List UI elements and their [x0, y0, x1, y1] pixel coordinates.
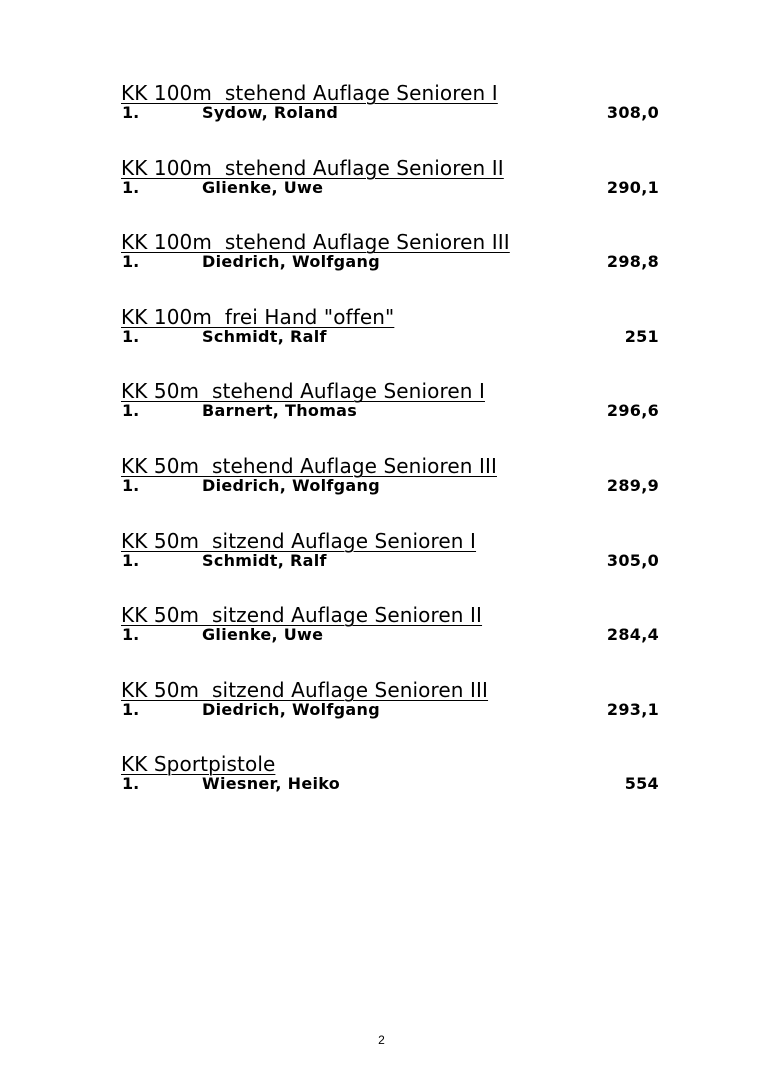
rank: 1. — [122, 103, 140, 122]
score: 305,0 — [606, 550, 659, 570]
result-row — [121, 774, 661, 797]
result-section — [121, 528, 661, 603]
rank: 1. — [122, 625, 140, 645]
rank: 1. — [122, 177, 140, 197]
rank: 1. — [122, 550, 140, 570]
result-section — [121, 80, 661, 155]
result-section — [121, 453, 661, 528]
shooter-name: Schmidt, Ralf — [202, 550, 327, 570]
result-row — [121, 401, 661, 424]
score: 554 — [624, 774, 659, 794]
result-row — [121, 625, 661, 648]
rank: 1. — [122, 699, 140, 719]
section-title: KK 100m frei Hand "offen" — [121, 304, 395, 329]
result-row — [121, 103, 661, 126]
shooter-name: Diedrich, Wolfgang — [202, 475, 380, 495]
score: 290,1 — [606, 177, 659, 197]
result-row — [121, 475, 661, 499]
result-section — [121, 155, 661, 230]
section-title: KK 50m stehend Auflage Senioren I — [121, 379, 485, 404]
result-row — [121, 252, 661, 275]
score: 284,4 — [606, 625, 659, 645]
result-row — [121, 177, 661, 201]
rank: 1. — [122, 326, 140, 346]
shooter-name: Glienke, Uwe — [202, 625, 324, 645]
shooter-name: Wiesner, Heiko — [202, 774, 341, 794]
result-section — [121, 751, 661, 826]
section-title: KK 50m sitzend Auflage Senioren III — [121, 677, 489, 702]
shooter-name: Barnert, Thomas — [202, 401, 358, 421]
section-title: KK Sportpistole — [121, 752, 276, 777]
result-row — [121, 326, 661, 350]
result-row — [121, 699, 661, 723]
section-title: KK 50m stehend Auflage Senioren III — [121, 453, 497, 478]
shooter-name: Diedrich, Wolfgang — [202, 252, 380, 272]
result-section — [121, 378, 661, 453]
score: 293,1 — [606, 699, 659, 719]
result-section — [121, 602, 661, 677]
section-title: KK 100m stehend Auflage Senioren III — [121, 230, 510, 255]
shooter-name: Diedrich, Wolfgang — [202, 699, 380, 719]
result-row — [121, 550, 661, 574]
score: 296,6 — [606, 401, 659, 421]
result-section — [121, 304, 661, 379]
shooter-name: Glienke, Uwe — [202, 177, 324, 197]
section-title: KK 100m stehend Auflage Senioren I — [121, 81, 498, 105]
section-title: KK 50m sitzend Auflage Senioren II — [121, 603, 483, 628]
rank: 1. — [122, 252, 140, 272]
rank: 1. — [122, 774, 140, 794]
rank: 1. — [122, 475, 140, 495]
shooter-name: Schmidt, Ralf — [202, 326, 327, 346]
score: 289,9 — [606, 475, 659, 495]
score: 308,0 — [606, 103, 659, 122]
results-list — [121, 80, 661, 826]
section-title: KK 100m stehend Auflage Senioren II — [121, 155, 504, 180]
rank: 1. — [122, 401, 140, 421]
page-number: 2 — [378, 1033, 385, 1047]
section-title: KK 50m sitzend Auflage Senioren I — [121, 528, 477, 553]
result-section — [121, 229, 661, 304]
shooter-name: Sydow, Roland — [202, 103, 339, 122]
score: 251 — [624, 326, 659, 346]
score: 298,8 — [606, 252, 659, 272]
result-section — [121, 677, 661, 752]
